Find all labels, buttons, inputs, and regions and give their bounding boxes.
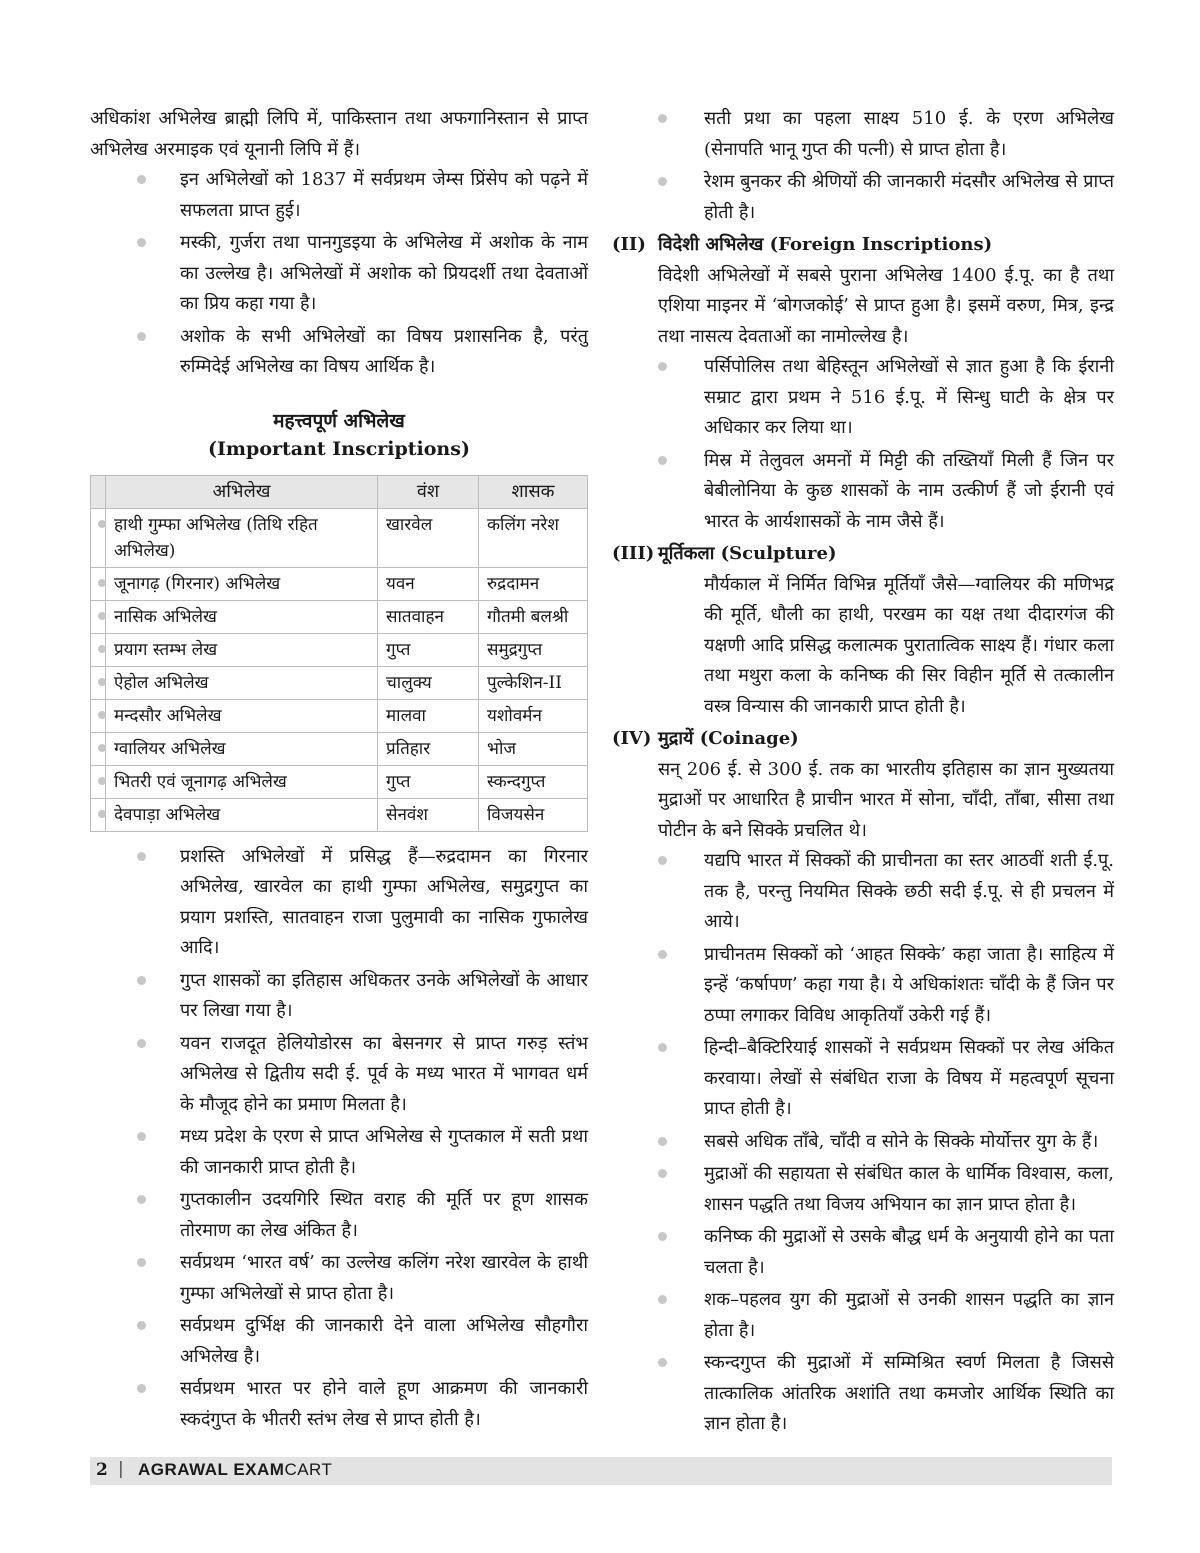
bullet-icon <box>658 177 667 186</box>
column-header-ruler: शासक <box>479 475 588 508</box>
footer-separator: | <box>118 1459 124 1479</box>
bullet-icon <box>658 1137 667 1146</box>
table-row <box>91 600 588 633</box>
table-row <box>91 765 588 798</box>
list-item: यवन राजदूत हेलियोडोरस का बेसनगर से प्राप्त गरुड़ स्तंभ अभिलेख से द्वितीय सदी ई. पूर्व के मध्य भारत में भागवत धर्म के मौजूद होने का प्रमाण मिलता है। <box>90 1029 588 1121</box>
list-item: रेशम बुनकर की श्रेणियों की जानकारी मंदसौर अभिलेख से प्राप्त होती है। <box>612 167 1114 228</box>
table-row <box>91 567 588 600</box>
bullet-icon <box>658 1232 667 1241</box>
bullet-icon <box>658 456 667 465</box>
table-header-row <box>91 475 588 508</box>
table-cell: जूनागढ़ (गिरनार) अभिलेख <box>106 567 378 600</box>
bullet-list-1 <box>90 165 588 383</box>
bullet-icon <box>658 856 667 865</box>
table-cell: नासिक अभिलेख <box>106 600 378 633</box>
bullet-icon <box>137 1132 146 1141</box>
list-item: इन अभिलेखों को 1837 में सर्वप्रथम जेम्स प्रिंसेप को पढ़ने में सफलता प्राप्त हुई। <box>90 165 588 226</box>
bullet-icon <box>137 1384 146 1393</box>
table-cell: चालुक्य <box>378 666 479 699</box>
table-cell: कलिंग नरेश <box>479 508 588 567</box>
bullet-icon <box>137 1258 146 1267</box>
list-item: सर्वप्रथम दुर्भिक्ष की जानकारी देने वाला अभिलेख सौहगौरा अभिलेख है। <box>90 1311 588 1372</box>
table-row <box>91 633 588 666</box>
right-column <box>612 104 1114 1442</box>
list-item: मिस्र में तेलुवल अमनों में मिट्टी की तख्तियाँ मिली हैं जिन पर बेबीलोनिया के कुछ शासकों के नाम उत्कीर्ण हैं जो ईरानी एवं भारत के आर्यशासकों के नाम जैसे हैं। <box>612 446 1114 538</box>
list-item: हिन्दी–बैक्टिरियाई शासकों ने सर्वप्रथम सिक्कों पर लेख अंकित करवाया। लेखों से संबंधित राजा के विषय में महत्वपूर्ण सूचना प्राप्त होती है। <box>612 1033 1114 1125</box>
list-item: सर्वप्रथम भारत पर होने वाले हूण आक्रमण की जानकारी स्कदंगुप्त के भीतरी स्तंभ लेख से प्राप्त होती है। <box>90 1374 588 1435</box>
bullet-icon <box>658 1358 667 1367</box>
table-cell: प्रयाग स्तम्भ लेख <box>106 633 378 666</box>
bullet-icon <box>137 332 146 341</box>
table-cell: मालवा <box>378 699 479 732</box>
bullet-icon <box>137 175 146 184</box>
list-item: यद्यपि भारत में सिक्कों की प्राचीनता का स्तर आठवीं शती ई.पू. तक है, परन्तु नियमित सिक्के छठी सदी ई.पू. से ही प्रचलन में आये। <box>612 846 1114 938</box>
bullet-icon <box>658 1043 667 1052</box>
bullet-icon <box>98 744 106 752</box>
list-item: कनिष्क की मुद्राओं से उसके बौद्ध धर्म के अनुयायी होने का पता चलता है। <box>612 1222 1114 1283</box>
list-item: अशोक के सभी अभिलेखों का विषय प्रशासनिक है, परंतु रुम्मिदेई अभिलेख का विषय आर्थिक है। <box>90 322 588 383</box>
table-cell: यशोवर्मन <box>479 699 588 732</box>
table-cell: सातवाहन <box>378 600 479 633</box>
list-item: पर्सिपोलिस तथा बेहिस्तून अभिलेखों से ज्ञात हुआ है कि ईरानी सम्राट द्वारा प्रथम ने 516 ई.पू. में सिन्धु घाटी के क्षेत्र पर अधिकार कर लिया था। <box>612 352 1114 444</box>
bullet-icon <box>98 777 106 785</box>
brand-logo: AGRAWAL EXAMCART <box>138 1460 333 1479</box>
list-item: प्रशस्ति अभिलेखों में प्रसिद्ध हैं—रुद्रदामन का गिरनार अभिलेख, खारवेल का हाथी गुम्फा अभिलेख, समुद्रगुप्त का प्रयाग प्रशस्ति, सातवाहन राजा पुलुमावी का नासिक गुफालेख आदि। <box>90 842 588 964</box>
section-number: (III) <box>612 543 655 564</box>
table-title-hindi: महत्त्वपूर्ण अभिलेख <box>273 409 405 432</box>
list-item: मस्की, गुर्जरा तथा पानगुडइया के अभिलेख में अशोक के नाम का उल्लेख है। अभिलेखों में अशोक को प्रियदर्शी तथा देवताओं का प्रिय कहा गया है। <box>90 228 588 320</box>
bullet-icon <box>658 1169 667 1178</box>
section-number: (IV) <box>612 728 652 749</box>
table-cell: गुप्त <box>378 633 479 666</box>
bullet-icon <box>137 238 146 247</box>
bullet-icon <box>98 612 106 620</box>
table-cell: सेनवंश <box>378 798 479 831</box>
table-cell: गौतमी बलश्री <box>479 600 588 633</box>
sculpture-paragraph: मौर्यकाल में निर्मित विभिन्न मूर्तियाँ जैसे—ग्वालियर की मणिभद्र की मूर्ति, धौली का हाथी, परखम का यक्ष तथा दीदारगंज की यक्षणी आदि प्रसिद्ध कलात्मक पुरातात्विक साक्ष्य हैं। गंधार कला तथा मथुरा कला के कनिष्क की सिर विहीन मूर्ति से तत्कालीन वस्त्र विन्यास की जानकारी प्राप्त होती है। <box>704 573 1114 717</box>
page-footer <box>90 1457 1112 1485</box>
bullet-icon <box>137 976 146 985</box>
section-heading-coinage <box>612 724 1114 755</box>
list-item: गुप्त शासकों का इतिहास अधिकतर उनके अभिलेखों के आधार पर लिखा गया है। <box>90 966 588 1027</box>
table-cell: पुल्केशिन-II <box>479 666 588 699</box>
bullet-icon <box>137 1195 146 1204</box>
page-number: 2 <box>96 1460 108 1480</box>
table-cell: देवपाड़ा अभिलेख <box>106 798 378 831</box>
list-item: मुद्राओं की सहायता से संबंधित काल के धार्मिक विश्वास, कला, शासन पद्धति तथा विजय अभियान का ज्ञान प्राप्त होता है। <box>612 1159 1114 1220</box>
table-cell: मन्दसौर अभिलेख <box>106 699 378 732</box>
table-cell: समुद्रगुप्त <box>479 633 588 666</box>
list-item: मध्य प्रदेश के एरण से प्राप्त अभिलेख से गुप्तकाल में सती प्रथा की जानकारी प्राप्त होती है। <box>90 1122 588 1183</box>
section-title: विदेशी अभिलेख (Foreign Inscriptions) <box>658 234 993 255</box>
table-cell: भोज <box>479 732 588 765</box>
bullet-icon <box>98 645 106 653</box>
bullet-icon <box>98 711 106 719</box>
table-cell: हाथी गुम्फा अभिलेख (तिथि रहित अभिलेख) <box>106 508 378 567</box>
section-title: मूर्तिकला (Sculpture) <box>658 543 837 564</box>
bullet-icon <box>658 362 667 371</box>
list-item: शक–पहलव युग की मुद्राओं से उनकी शासन पद्धति का ज्ञान होता है। <box>612 1285 1114 1346</box>
table-cell: भितरी एवं जूनागढ़ अभिलेख <box>106 765 378 798</box>
table-row <box>91 798 588 831</box>
section-number: (II) <box>612 234 646 255</box>
bullet-icon <box>137 1321 146 1330</box>
table-row <box>91 508 588 567</box>
section-heading-foreign <box>612 230 1114 261</box>
bullet-list-2 <box>90 842 588 1436</box>
list-item: गुप्तकालीन उदयगिरि स्थित वराह की मूर्ति पर हूण शासक तोरमाण का लेख अंकित है। <box>90 1185 588 1246</box>
bullet-icon <box>658 114 667 123</box>
table-title-english: (Important Inscriptions) <box>208 437 470 460</box>
table-cell: विजयसेन <box>479 798 588 831</box>
left-column <box>90 104 588 1437</box>
table-heading <box>90 407 588 463</box>
list-item: प्राचीनतम सिक्कों को ‘आहत सिक्के’ कहा जाता है। साहित्य में इन्हें ‘कर्षापण’ कहा गया है। ये अधिकांशतः चाँदी के हैं जिन पर ठप्पा लगाकर विविध आकृतियाँ उकेरी गई हैं। <box>612 940 1114 1032</box>
list-item: सर्वप्रथम ‘भारत वर्ष’ का उल्लेख कलिंग नरेश खारवेल के हाथी गुम्फा अभिलेखों से प्राप्त होता है। <box>90 1248 588 1309</box>
bullet-icon <box>98 810 106 818</box>
table-cell: गुप्त <box>378 765 479 798</box>
inscriptions-table <box>90 475 588 832</box>
bullet-icon <box>98 520 106 528</box>
table-cell: खारवेल <box>378 508 479 567</box>
table-cell: प्रतिहार <box>378 732 479 765</box>
table-cell: स्कन्दगुप्त <box>479 765 588 798</box>
table-cell: यवन <box>378 567 479 600</box>
table-row <box>91 666 588 699</box>
foreign-paragraph: विदेशी अभिलेखों में सबसे पुराना अभिलेख 1400 ई.पू. का है तथा एशिया माइनर में ‘बोगजकोई’ से प्राप्त हुआ है। इसमें वरुण, मित्र, इन्द्र तथा नासत्य देवताओं का नामोल्लेख है। <box>658 264 1114 347</box>
bullet-icon <box>658 950 667 959</box>
bullet-icon <box>98 579 106 587</box>
table-cell: ऐहोल अभिलेख <box>106 666 378 699</box>
list-item: सबसे अधिक ताँबे, चाँदी व सोने के सिक्के मोर्योत्तर युग के हैं। <box>612 1127 1114 1158</box>
bullet-icon <box>658 1295 667 1304</box>
column-header-inscription: अभिलेख <box>106 475 378 508</box>
list-item: स्कन्दगुप्त की मुद्राओं में सम्मिश्रित स्वर्ण मिलता है जिससे तात्कालिक आंतरिक अशांति तथा कमजोर आर्थिक स्थिति का ज्ञान होता है। <box>612 1348 1114 1440</box>
coinage-bullet-list <box>612 846 1114 1440</box>
intro-paragraph: अधिकांश अभिलेख ब्राह्मी लिपि में, पाकिस्तान तथा अफगानिस्तान से प्राप्त अभिलेख अरमाइक एवं यूनानी लिपि में हैं। <box>90 108 588 160</box>
table-row <box>91 699 588 732</box>
table-row <box>91 732 588 765</box>
table-cell: ग्वालियर अभिलेख <box>106 732 378 765</box>
bullet-icon <box>137 852 146 861</box>
list-item: सती प्रथा का पहला साक्ष्य 510 ई. के एरण अभिलेख (सेनापति भानू गुप्त की पत्नी) से प्राप्त होता है। <box>612 104 1114 165</box>
section-heading-sculpture <box>612 539 1114 570</box>
bullet-icon <box>98 678 106 686</box>
table-cell: रुद्रदामन <box>479 567 588 600</box>
coinage-paragraph: सन् 206 ई. से 300 ई. तक का भारतीय इतिहास का ज्ञान मुख्यतया मुद्राओं पर आधारित है प्राचीन भारत में सोना, चाँदी, ताँबा, सीसा तथा पोटीन के बने सिक्के प्रचलित थे। <box>658 758 1114 841</box>
bullet-list-0 <box>612 104 1114 228</box>
section-title: मुद्रायें (Coinage) <box>658 728 799 749</box>
column-header-dynasty: वंश <box>378 475 479 508</box>
bullet-icon <box>137 1039 146 1048</box>
foreign-bullet-list <box>612 352 1114 537</box>
